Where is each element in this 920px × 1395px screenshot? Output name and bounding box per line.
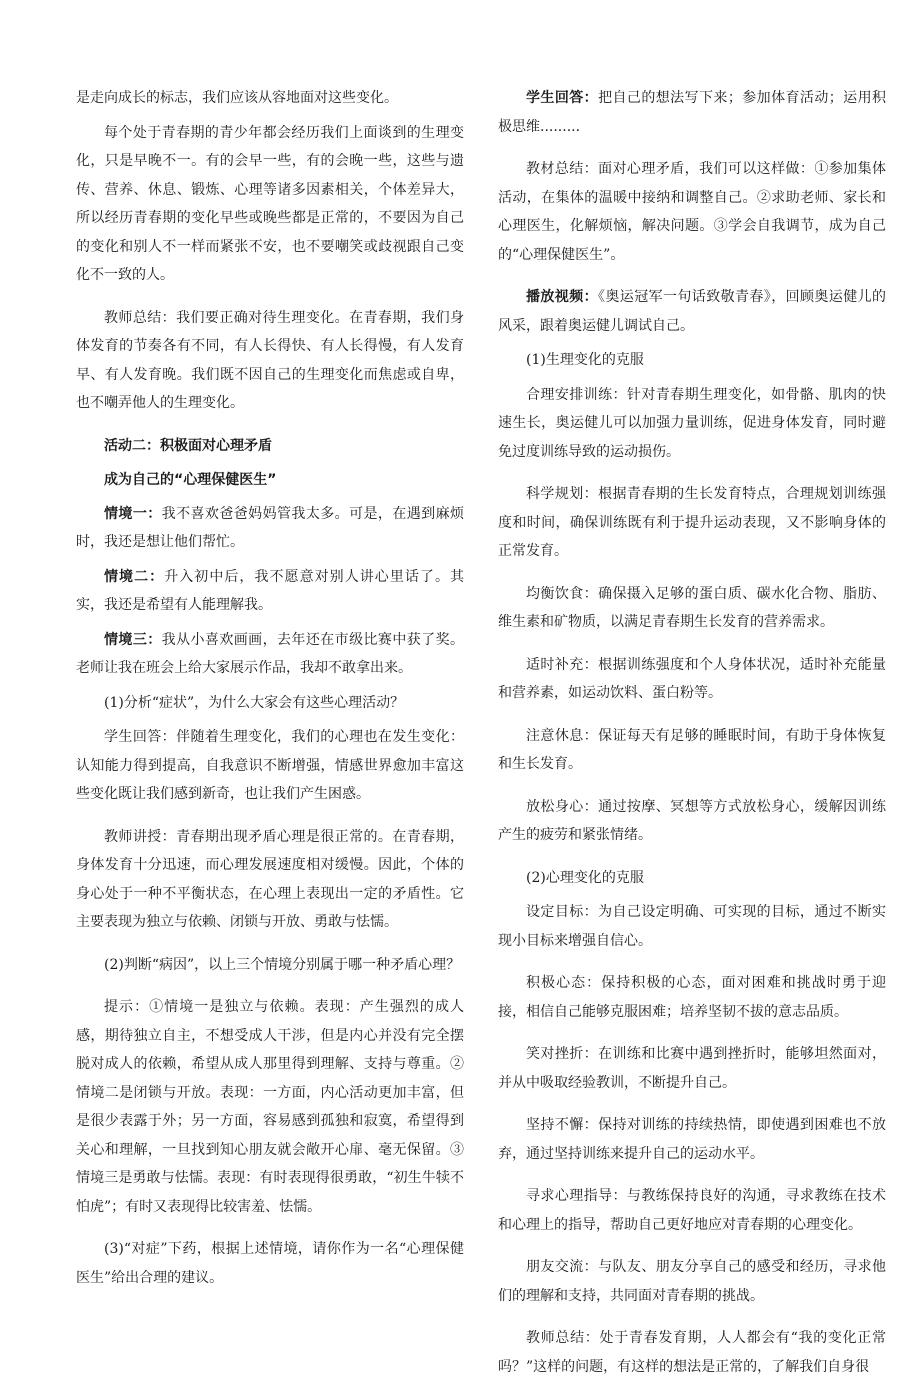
question-three: (3)“对症”下药，根据上述情境，请你作为一名“心理保健医生”给出合理的建议。 [76, 1241, 464, 1286]
student-answer-two-label: 学生回答： [526, 90, 599, 106]
left-column [76, 84, 464, 1306]
item-training: 合理安排训练：针对青春期生理变化，如骨骼、肌肉的快速生长，奥运健儿可以加强力量训练，促进身体发育，同时避免过度训练导致的运动损伤。 [498, 386, 886, 460]
hint-paragraph: 提示：①情境一是独立与依赖。表现：产生强烈的成人感，期待独立自主，不想受成人干涉，但是内心并没有完全摆脱对成人的依赖，希望从成人那里得到理解、支持与尊重。②情境二是闭锁与开放。表现：一方面，内心活动更加丰富，但是很少表露于外；另一方面，容易感到孤独和寂寞，希望得到关心和理解，一旦找到知心朋友就会敞开心扉、毫无保留。③情境三是勇敢与怯懦。表现：有时表现得很勇敢，“初生牛犊不怕虎”；有时又表现得比较害羞、怯懦。 [76, 999, 464, 1215]
scene-three [76, 626, 464, 683]
item-diet: 均衡饮食：确保摄入足够的蛋白质、碳水化合物、脂肪、维生素和矿物质，以满足青春期生长发育的营养需求。 [498, 585, 886, 630]
item-guidance: 寻求心理指导：与教练保持良好的沟通，寻求教练在技术和心理上的指导，帮助自己更好地应对青春期的心理变化。 [498, 1188, 886, 1233]
item-supplement: 适时补充：根据训练强度和个人身体状况，适时补充能量和营养素，如运动饮料、蛋白粉等。 [498, 656, 886, 701]
scene-two-text: 升入初中后，我不愿意对别人讲心里话了。其实，我还是希望有人能理解我。 [76, 568, 465, 613]
item-rest: 注意休息：保证每天有足够的睡眠时间，有助于身体恢复和生长发育。 [498, 727, 886, 772]
right-column [498, 84, 886, 1395]
textbook-summary: 教材总结：面对心理矛盾，我们可以这样做：①参加集体活动，在集体的温暖中接纳和调整自己。②求助老师、家长和心理医生，化解烦恼，解决问题。③学会自我调节，成为自己的“心理保健医生”。 [498, 161, 886, 263]
teacher-explanation: 教师讲授：青春期出现矛盾心理是很正常的。在青春期，身体发育十分迅速，而心理发展速度相对缓慢。因此，个体的身心处于一种不平衡状态，在心理上表现出一定的矛盾性。它主要表现为独立与依赖、闭锁与开放、勇敢与怯懦。 [76, 828, 464, 930]
activity-two-subtitle: 成为自己的“心理保健医生” [104, 471, 277, 488]
paragraph-growth-sign: 是走向成长的标志，我们应该从容地面对这些变化。 [76, 90, 398, 106]
scene-two [76, 563, 464, 620]
item-setbacks: 笑对挫折：在训练和比赛中遇到挫折时，能够坦然面对，并从中吸取经验教训，不断提升自己。 [498, 1046, 886, 1091]
question-two: (2)判断“病因”，以上三个情境分别属于哪一种矛盾心理？ [104, 956, 461, 973]
subsection-mental-title: (2)心理变化的克服 [526, 869, 644, 886]
teacher-summary-final: 教师总结：处于青春发育期，人人都会有“我的变化正常吗？”这样的问题，有这样的想法是正常的，了解我们自身很 [498, 1330, 886, 1375]
item-relax: 放松身心：通过按摩、冥想等方式放松身心，缓解因训练产生的疲劳和紧张情绪。 [498, 798, 886, 843]
scene-one-label: 情境一： [104, 505, 162, 522]
item-goals: 设定目标：为自己设定明确、可实现的目标，通过不断实现小目标来增强自信心。 [498, 904, 886, 949]
scene-one-text: 我不喜欢爸爸妈妈管我太多。可是，在遇到麻烦时，我还是想让他们帮忙。 [76, 505, 465, 550]
student-answer-two [498, 84, 886, 141]
scene-two-label: 情境二： [104, 568, 165, 585]
student-answer-two-text: 把自己的想法写下来；参加体育活动；运用积极思维......... [498, 90, 887, 135]
scene-three-text: 我从小喜欢画画，去年还在市级比赛中获了奖。老师让我在班会上给大家展示作品，我却不敢拿出来。 [76, 631, 465, 676]
video-label: 播放视频： [526, 289, 598, 305]
item-friends: 朋友交流：与队友、朋友分享自己的感受和经历，寻求他们的理解和支持，共同面对青春期的挑战。 [498, 1259, 886, 1304]
scene-three-label: 情境三： [104, 631, 162, 648]
student-answer-one: 学生回答：伴随着生理变化，我们的心理也在发生变化：认知能力得到提高，自我意识不断增强，情感世界愈加丰富这些变化既让我们感到新奇，也让我们产生困惑。 [76, 729, 464, 802]
video-paragraph [498, 283, 886, 340]
paragraph-teacher-summary-physical: 教师总结：我们要正确对待生理变化。在青春期，我们身体发育的节奏各有不同，有人长得快、有人长得慢，有人发育早、有人发育晚。我们既不因自己的生理变化而焦虑或自卑，也不嘲弄他人的生理变化。 [76, 309, 464, 411]
scene-one [76, 500, 464, 557]
paragraph-individual-differences: 每个处于青春期的青少年都会经历我们上面谈到的生理变化，只是早晚不一。有的会早一些，有的会晚一些，这些与遗传、营养、休息、锻炼、心理等诸多因素相关，个体差异大，所以经历青春期的变化早些或晚些都是正常的，不要因为自己的变化和别人不一样而紧张不安，也不要嘲笑或歧视跟自己变化不一致的人。 [76, 124, 464, 283]
item-planning: 科学规划：根据青春期的生长发育特点，合理规划训练强度和时间，确保训练既有利于提升运动表现，又不影响身体的正常发育。 [498, 486, 886, 559]
subsection-physical-title: (1)生理变化的克服 [526, 352, 644, 368]
item-positive: 积极心态：保持积极的心态，面对困难和挑战时勇于迎接，相信自己能够克服困难；培养坚韧不拔的意志品质。 [498, 975, 886, 1020]
video-text: 《奥运冠军一句话致敬青春》，回顾奥运健儿的风采，跟着奥运健儿调试自己。 [498, 289, 886, 334]
item-persist: 坚持不懈：保持对训练的持续热情，即使遇到困难也不放弃，通过坚持训练来提升自己的运动水平。 [498, 1117, 886, 1162]
activity-two-title: 活动二：积极面对心理矛盾 [104, 437, 272, 454]
question-one: (1)分析“症状”，为什么大家会有这些心理活动？ [104, 694, 405, 711]
